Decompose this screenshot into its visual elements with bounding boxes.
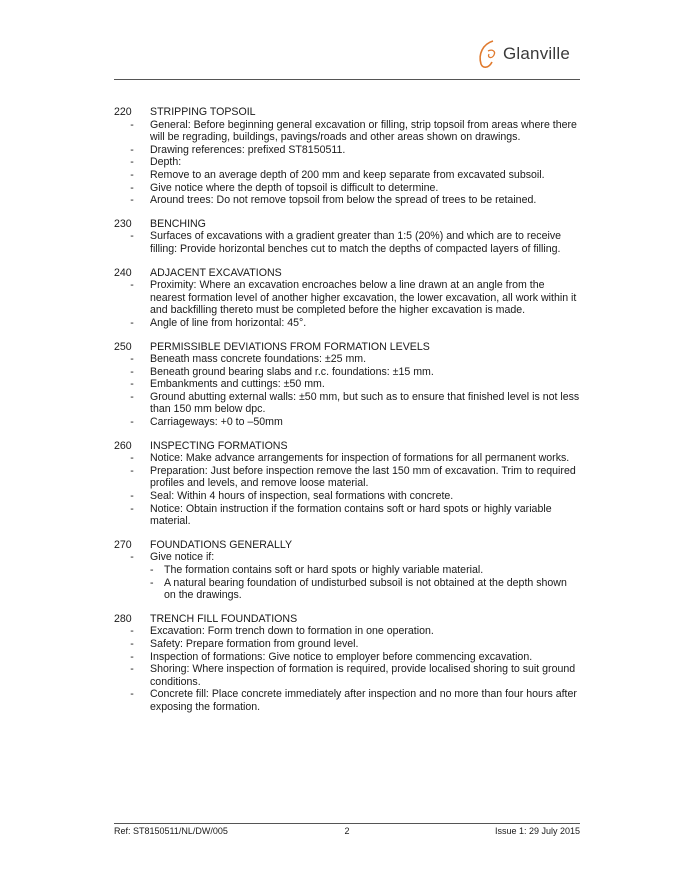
bullet-dash: -: [130, 194, 134, 207]
list-item-text: Embankments and cuttings: ±50 mm.: [150, 378, 325, 391]
section-heading: [114, 106, 580, 119]
section-title: PERMISSIBLE DEVIATIONS FROM FORMATION LEVELS: [150, 340, 430, 353]
bullet-dash: -: [130, 452, 134, 465]
list-item: [114, 688, 580, 713]
bullet-dash: -: [130, 316, 134, 329]
header-logo: [475, 38, 570, 70]
bullet-dash: -: [130, 688, 134, 701]
list-item-text: Carriageways: +0 to –50mm: [150, 416, 283, 429]
list-item: [114, 317, 580, 330]
section-title: BENCHING: [150, 217, 206, 230]
spec-section: [114, 218, 580, 256]
specification-content: [114, 106, 580, 725]
list-item: [114, 378, 580, 391]
section-number: 280: [114, 612, 132, 625]
list-item: [114, 182, 580, 195]
section-number: 270: [114, 538, 132, 551]
list-item: [114, 230, 580, 255]
list-item: [114, 416, 580, 429]
list-item: [114, 156, 580, 169]
spec-section: [114, 440, 580, 528]
bullet-dash: -: [130, 143, 134, 156]
footer-divider: [114, 823, 580, 824]
bullet-dash: -: [150, 576, 154, 589]
list-item: [114, 663, 580, 688]
section-number: 250: [114, 340, 132, 353]
section-heading: [114, 218, 580, 231]
list-item: [114, 638, 580, 651]
section-heading: [114, 341, 580, 354]
section-number: 240: [114, 266, 132, 279]
bullet-dash: -: [130, 625, 134, 638]
list-item: [114, 279, 580, 317]
list-item: [114, 465, 580, 490]
section-number: 220: [114, 106, 132, 118]
list-item-text: Seal: Within 4 hours of inspection, seal formations with concrete.: [150, 490, 454, 503]
footer-reference: Ref: ST8150511/NL/DW/005: [114, 826, 228, 836]
spec-section: [114, 341, 580, 429]
section-heading: [114, 613, 580, 626]
section-title: ADJACENT EXCAVATIONS: [150, 266, 282, 279]
bullet-dash: -: [130, 181, 134, 194]
footer-issue-date: Issue 1: 29 July 2015: [494, 826, 580, 836]
bullet-dash: -: [130, 156, 134, 169]
bullet-dash: -: [150, 564, 154, 576]
spec-section: [114, 539, 580, 602]
section-heading: [114, 267, 580, 280]
section-title: TRENCH FILL FOUNDATIONS: [150, 612, 298, 625]
list-item-text: Proximity: Where an excavation encroaches below a line drawn at an angle from the nearest formation level of another higher excavation, the lower excavation, all work within it and backfilling thereto must be completed before the higher excavation is made.: [150, 279, 577, 317]
footer: [114, 826, 580, 836]
section-title: INSPECTING FORMATIONS: [150, 439, 288, 452]
list-item: [114, 503, 580, 528]
list-item: [114, 551, 580, 564]
list-item-text: Concrete fill: Place concrete immediately after inspection and no more than four hours after exposing the formation.: [150, 688, 577, 713]
list-item: [114, 366, 580, 379]
bullet-dash: -: [130, 637, 134, 650]
spec-section: [114, 613, 580, 714]
bullet-dash: -: [130, 464, 134, 477]
glanville-logo-icon: [475, 38, 501, 70]
section-title: FOUNDATIONS GENERALLY: [150, 538, 293, 551]
list-item-text: Notice: Obtain instruction if the formation contains soft or hard spots or highly variable material.: [150, 502, 552, 528]
list-item-text: Give notice where the depth of topsoil is difficult to determine.: [150, 181, 439, 194]
list-item-text: Preparation: Just before inspection remove the last 150 mm of excavation. Trim to required profiles and levels, and remove loose material.: [150, 464, 576, 490]
list-item-text: Around trees: Do not remove topsoil from below the spread of trees to be retained.: [150, 194, 537, 207]
page-number: 2: [344, 826, 350, 836]
spec-section: [114, 267, 580, 330]
bullet-dash: -: [130, 279, 134, 292]
bullet-dash: -: [130, 353, 134, 366]
bullet-dash: -: [130, 365, 134, 378]
bullet-dash: -: [130, 230, 134, 243]
list-item-text: Safety: Prepare formation from ground level.: [150, 637, 359, 650]
section-title: STRIPPING TOPSOIL: [150, 106, 256, 118]
list-item-text: Inspection of formations: Give notice to employer before commencing excavation.: [150, 650, 533, 663]
list-item-text: Drawing references: prefixed ST8150511.: [150, 143, 346, 156]
list-item: [114, 391, 580, 416]
bullet-dash: -: [130, 168, 134, 181]
list-item-text: Surfaces of excavations with a gradient greater than 1:5 (20%) and which are to receive filling: Provide horizontal benches cut to match the depths of compacted layers of filling.: [150, 230, 562, 255]
list-item-text: Notice: Make advance arrangements for inspection of formations for all permanent works.: [150, 452, 570, 465]
bullet-dash: -: [130, 650, 134, 663]
list-item: [114, 353, 580, 366]
bullet-dash: -: [130, 663, 134, 676]
spec-section: [114, 106, 580, 207]
section-number: 260: [114, 439, 132, 452]
section-number: 230: [114, 217, 132, 230]
header-divider: [114, 79, 580, 80]
list-item: [114, 119, 580, 144]
list-item-text: Ground abutting external walls: ±50 mm, but such as to ensure that finished level is not less than 150 mm below dpc.: [150, 390, 580, 416]
bullet-dash: -: [130, 390, 134, 403]
list-item-text: Remove to an average depth of 200 mm and keep separate from excavated subsoil.: [150, 168, 545, 181]
bullet-dash: -: [130, 416, 134, 429]
list-item: [114, 194, 580, 207]
list-item-text: Angle of line from horizontal: 45°.: [150, 316, 307, 329]
sub-list-item-text: The formation contains soft or hard spots or highly variable material.: [164, 564, 484, 576]
bullet-dash: -: [130, 502, 134, 515]
section-heading: [114, 539, 580, 552]
sub-list-item: [114, 577, 580, 602]
logo-text: Glanville: [503, 44, 570, 63]
list-item-text: Give notice if:: [150, 551, 215, 564]
bullet-dash: -: [130, 551, 134, 564]
list-item: [114, 169, 580, 182]
list-item-text: General: Before beginning general excavation or filling, strip topsoil from areas where there will be regrading, buildings, pavings/roads and other areas shown on drawings.: [150, 118, 577, 144]
list-item-text: Depth:: [150, 156, 182, 169]
list-item: [114, 144, 580, 157]
list-item-text: Excavation: Form trench down to formation in one operation.: [150, 625, 434, 638]
bullet-dash: -: [130, 490, 134, 503]
list-item: [114, 651, 580, 664]
sub-list-item-text: A natural bearing foundation of undisturbed subsoil is not obtained at the depth shown on the drawings.: [164, 576, 567, 602]
list-item-text: Beneath mass concrete foundations: ±25 mm.: [150, 353, 367, 366]
list-item: [114, 625, 580, 638]
bullet-dash: -: [130, 118, 134, 131]
sub-list-item: [114, 564, 580, 577]
list-item-text: Beneath ground bearing slabs and r.c. foundations: ±15 mm.: [150, 365, 434, 378]
list-item-text: Shoring: Where inspection of formation is required, provide localised shoring to suit ground conditions.: [150, 663, 576, 688]
list-item: [114, 452, 580, 465]
section-heading: [114, 440, 580, 453]
bullet-dash: -: [130, 378, 134, 391]
list-item: [114, 490, 580, 503]
